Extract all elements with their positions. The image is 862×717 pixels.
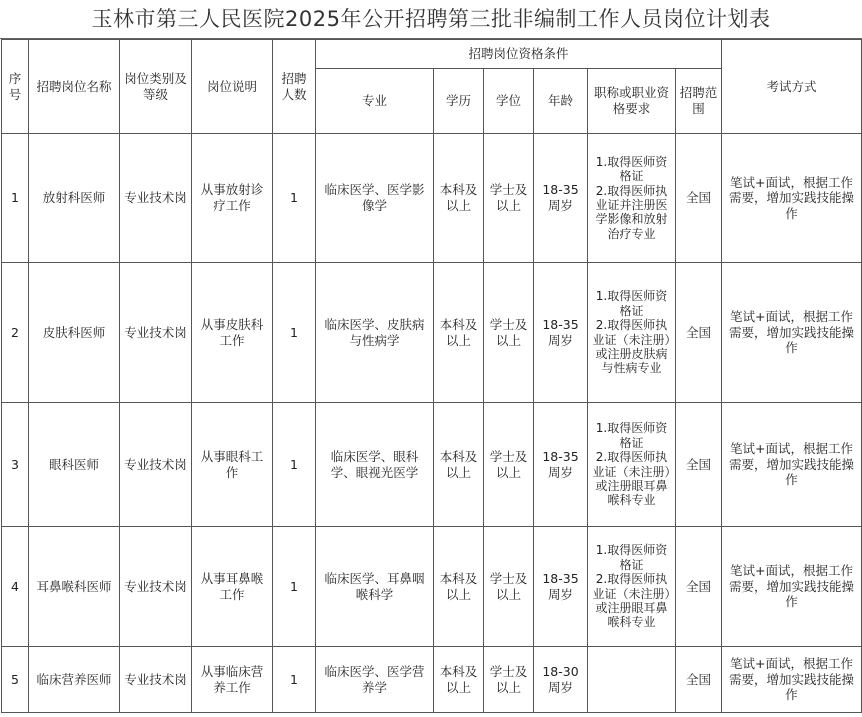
table-row <box>2 403 862 527</box>
cell-seq: 5 <box>2 647 29 713</box>
header-description: 岗位说明 <box>192 40 273 134</box>
cell-category: 专业技术岗 <box>120 527 192 647</box>
header-title-req: 职称或职业资格要求 <box>588 69 676 134</box>
header-row-top <box>2 40 862 69</box>
cell-seq: 2 <box>2 263 29 403</box>
cell-post-name: 皮肤科医师 <box>29 263 120 403</box>
cell-title-req <box>588 647 676 713</box>
cell-major: 临床医学、皮肤病与性病学 <box>316 263 434 403</box>
cell-description: 从事眼科工作 <box>192 403 273 527</box>
header-education: 学历 <box>434 69 484 134</box>
cell-age: 18-35周岁 <box>534 527 588 647</box>
cell-scope: 全国 <box>676 647 722 713</box>
cell-education: 本科及以上 <box>434 263 484 403</box>
cell-scope: 全国 <box>676 403 722 527</box>
cell-exam: 笔试+面试，根据工作需要，增加实践技能操作 <box>722 647 862 713</box>
header-scope: 招聘范围 <box>676 69 722 134</box>
cell-scope: 全国 <box>676 527 722 647</box>
document-title: 玉林市第三人民医院2025年公开招聘第三批非编制工作人员岗位计划表 <box>0 0 862 39</box>
cell-category: 专业技术岗 <box>120 647 192 713</box>
cell-category: 专业技术岗 <box>120 263 192 403</box>
cell-description: 从事皮肤科工作 <box>192 263 273 403</box>
table-row <box>2 263 862 403</box>
cell-post-name: 耳鼻喉科医师 <box>29 527 120 647</box>
cell-description: 从事临床营养工作 <box>192 647 273 713</box>
header-qualification-group: 招聘岗位资格条件 <box>316 40 722 69</box>
cell-age: 18-35周岁 <box>534 403 588 527</box>
cell-count: 1 <box>273 403 316 527</box>
cell-degree: 学士及以上 <box>484 263 534 403</box>
cell-degree: 学士及以上 <box>484 527 534 647</box>
header-post-name: 招聘岗位名称 <box>29 40 120 134</box>
cell-education: 本科及以上 <box>434 527 484 647</box>
cell-major: 临床医学、医学营养学 <box>316 647 434 713</box>
cell-seq: 3 <box>2 403 29 527</box>
cell-major: 临床医学、眼科学、眼视光医学 <box>316 403 434 527</box>
header-major: 专业 <box>316 69 434 134</box>
table-row <box>2 527 862 647</box>
cell-degree: 学士及以上 <box>484 134 534 263</box>
header-degree: 学位 <box>484 69 534 134</box>
cell-age: 18-35周岁 <box>534 263 588 403</box>
cell-title-req: 1.取得医师资格证 2.取得医师执业证（未注册）或注册皮肤病与性病专业 <box>588 263 676 403</box>
header-exam: 考试方式 <box>722 40 862 134</box>
cell-exam: 笔试+面试，根据工作需要，增加实践技能操作 <box>722 403 862 527</box>
cell-major: 临床医学、医学影像学 <box>316 134 434 263</box>
cell-title-req: 1.取得医师资格证 2.取得医师执业证（未注册）或注册眼耳鼻喉科专业 <box>588 527 676 647</box>
cell-education: 本科及以上 <box>434 647 484 713</box>
cell-education: 本科及以上 <box>434 134 484 263</box>
header-seq: 序号 <box>2 40 29 134</box>
cell-seq: 1 <box>2 134 29 263</box>
cell-post-name: 眼科医师 <box>29 403 120 527</box>
cell-exam: 笔试+面试，根据工作需要，增加实践技能操作 <box>722 134 862 263</box>
table-row <box>2 647 862 713</box>
cell-degree: 学士及以上 <box>484 403 534 527</box>
cell-title-req: 1.取得医师资格证 2.取得医师执业证（未注册）或注册眼耳鼻喉科专业 <box>588 403 676 527</box>
cell-education: 本科及以上 <box>434 403 484 527</box>
cell-seq: 4 <box>2 527 29 647</box>
cell-category: 专业技术岗 <box>120 134 192 263</box>
cell-exam: 笔试+面试，根据工作需要，增加实践技能操作 <box>722 527 862 647</box>
header-age: 年龄 <box>534 69 588 134</box>
cell-exam: 笔试+面试，根据工作需要，增加实践技能操作 <box>722 263 862 403</box>
cell-post-name: 放射科医师 <box>29 134 120 263</box>
cell-post-name: 临床营养医师 <box>29 647 120 713</box>
header-category: 岗位类别及等级 <box>120 40 192 134</box>
header-count: 招聘人数 <box>273 40 316 134</box>
table-row <box>2 134 862 263</box>
cell-count: 1 <box>273 263 316 403</box>
cell-title-req: 1.取得医师资格证 2.取得医师执业证并注册医学影像和放射治疗专业 <box>588 134 676 263</box>
cell-major: 临床医学、耳鼻咽喉科学 <box>316 527 434 647</box>
cell-age: 18-30周岁 <box>534 647 588 713</box>
cell-category: 专业技术岗 <box>120 403 192 527</box>
cell-degree: 学士及以上 <box>484 647 534 713</box>
recruitment-plan-table <box>1 39 862 713</box>
cell-scope: 全国 <box>676 263 722 403</box>
cell-description: 从事放射诊疗工作 <box>192 134 273 263</box>
cell-count: 1 <box>273 134 316 263</box>
cell-description: 从事耳鼻喉工作 <box>192 527 273 647</box>
cell-count: 1 <box>273 527 316 647</box>
cell-count: 1 <box>273 647 316 713</box>
cell-age: 18-35周岁 <box>534 134 588 263</box>
cell-scope: 全国 <box>676 134 722 263</box>
